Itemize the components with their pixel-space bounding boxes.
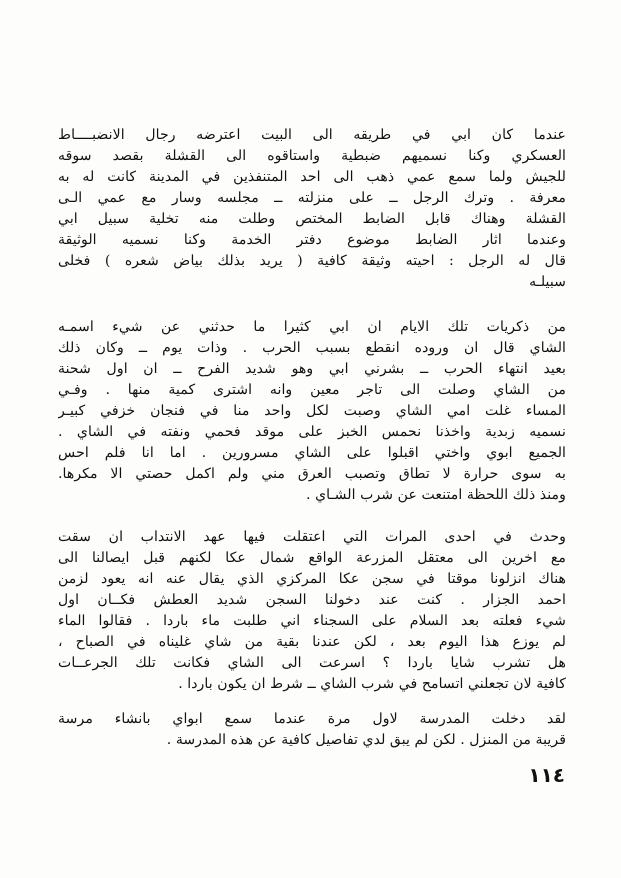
text-line: الشاي قال ان وروده انقطع بسبب الحرب . وذات يوم ــ وكان ذلك xyxy=(58,340,566,356)
paragraph-tea-memory xyxy=(58,317,566,506)
text-line: احمد الجزار . كنت عند دخولنا السجن شديد العطش فكــان اول xyxy=(58,592,566,608)
text-line: كافية لان تجعلني اتسامح في شرب الشاي ــ شرط ان يكون باردا . xyxy=(178,676,566,692)
text-line: شيء فعلته بعد السلام على السجناء اني طلبت ماء باردا . فقالوا الماء xyxy=(58,613,566,629)
paragraph-acre-prison xyxy=(58,527,566,695)
text-line: وحدث في احدى المرات التي اعتقلت فيها عهد الانتداب ان سقت xyxy=(58,529,566,545)
text-line: من الشاي وصلت الى تاجر معين وانه اشترى كمية منها . وفـي xyxy=(58,382,566,398)
text-line: العسكري وكنا نسميهم ضبطية واستاقوه الى القشلة بقصد سوقه xyxy=(58,148,566,164)
text-line: المساء غلت امي الشاي وصبت لكل واحد منا في فنجان خزفي كبيـر xyxy=(58,403,566,419)
text-line: هل تشرب شايا باردا ؟ اسرعت الى الشاي فكانت تلك الجرعــات xyxy=(58,655,566,671)
text-line: ومنذ ذلك اللحظة امتنعت عن شرب الشـاي . xyxy=(306,487,566,503)
text-line: قريبة من المنزل . لكن لم يبق لدي تفاصيل كافية عن هذه المدرسة . xyxy=(166,732,566,748)
text-line: لقد دخلت المدرسة لاول مرة عندما سمع ابواي بانشاء مرسة xyxy=(58,711,566,727)
text-line: معرفة . وترك الرجل ــ على منزلته ــ مجلسه وسار مع عمي الـى xyxy=(58,190,566,206)
text-line: سبيلـه xyxy=(529,274,566,290)
text-line: به سوى حرارة لا تطاق وتصبب العرق مني ولم اكمل حصتي الا مكرها. xyxy=(58,466,566,482)
paragraph-father-conscription xyxy=(58,125,566,293)
text-line: وعندما اثار الضابط موضوع دفتر الخدمة وكنا نسميه الوثيقة xyxy=(58,232,566,248)
text-line: مع اخرين الى معتقل المزرعة الواقع شمال عكا لكنهم قبل ايصالنا الى xyxy=(58,550,566,566)
text-line: بعيد انتهاء الحرب ــ بشرني ابي وهو شديد الفرح ــ ان اول شحنة xyxy=(58,361,566,377)
text-line: لم يوزع هذا اليوم بعد ، لكن عندنا بقية من شاي غليناه في الصباح ، xyxy=(58,634,566,650)
page-number: ١١٤ xyxy=(528,763,565,787)
text-line: عندما كان ابي في طريقه الى البيت اعترضه رجال الانضبــــاط xyxy=(58,127,566,143)
paragraph-school xyxy=(58,709,566,751)
text-line: نسميه زبدية واخذنا نحمس الخبز على موقد فحمي ونفته في الشاي . xyxy=(58,424,566,440)
text-line: هناك انزلونا موقتا في سجن عكا المركزي الذي يقال عنه انه يعود لزمن xyxy=(58,571,566,587)
text-line: من ذكريات تلك الايام ان ابي كثيرا ما حدثني عن شيء اسمـه xyxy=(58,319,566,335)
text-line: للجيش ولما سمع عمي ذهب الى احد المتنفذين في المدينة كانت له به xyxy=(58,169,566,185)
text-line: الجميع ابوي واختي اقبلوا على الشاي مسرورين . اما انا فلم احس xyxy=(58,445,566,461)
text-line: قال له الرجل : احيته وثيقة كافية ( يريد بذلك بياض شعره ) فخلى xyxy=(58,253,566,269)
text-line: القشلة وهناك قابل الضابط المختص وطلت منه تخلية سبيل ابي xyxy=(58,211,566,227)
